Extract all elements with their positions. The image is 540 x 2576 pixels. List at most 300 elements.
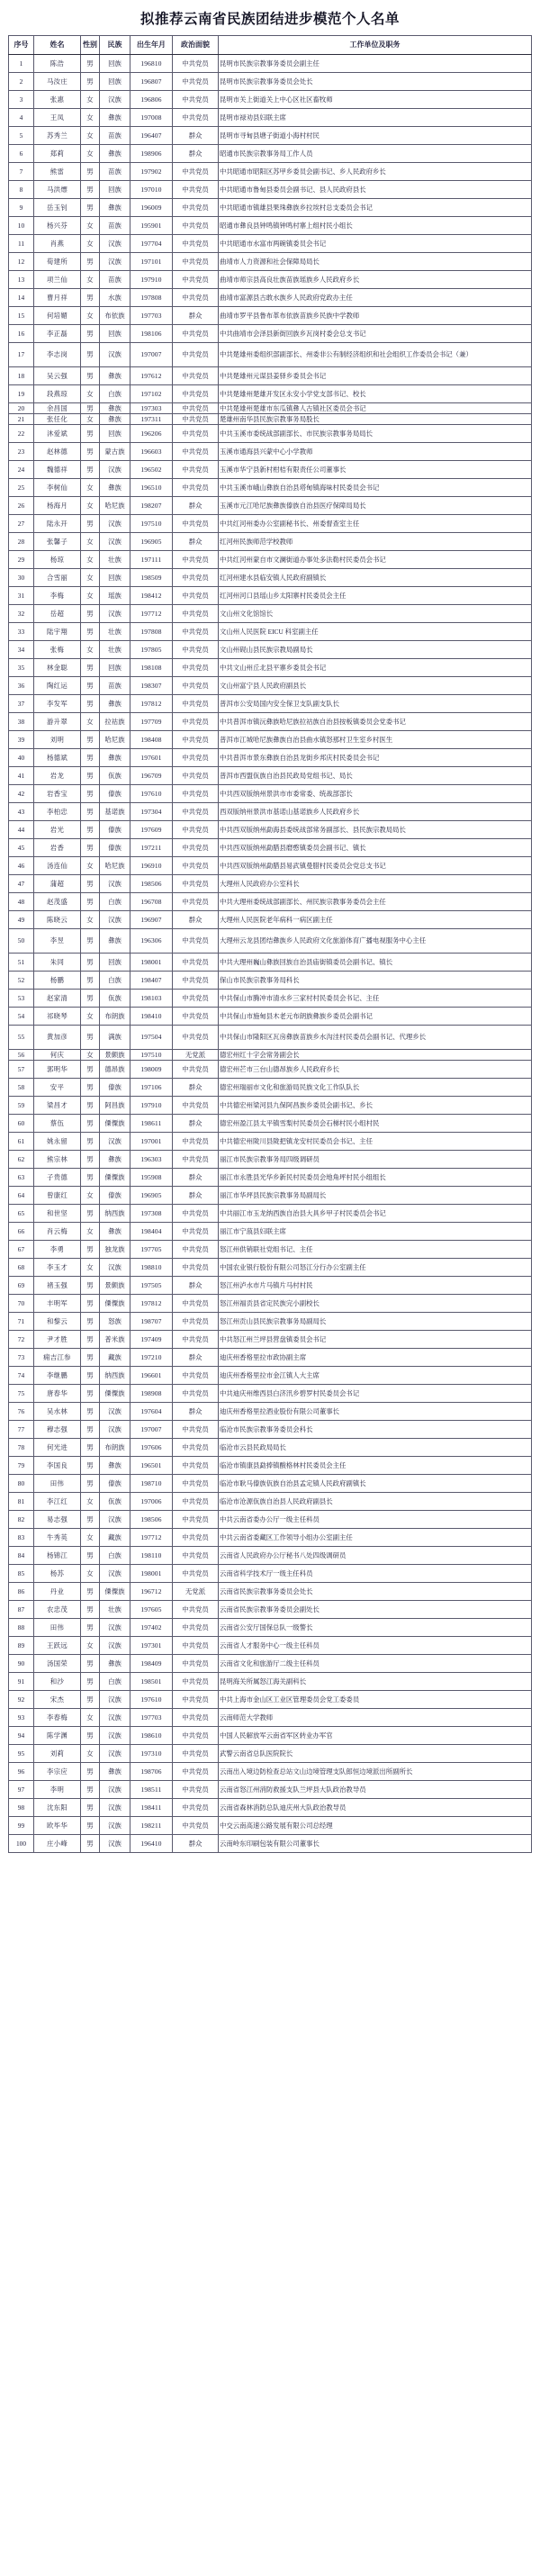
cell-political-status: 中共党员 <box>173 1763 219 1781</box>
cell-sequence: 29 <box>9 551 34 569</box>
table-row <box>9 1421 532 1439</box>
cell-political-status: 中共党员 <box>173 1097 219 1115</box>
cell-political-status: 中共党员 <box>173 443 219 461</box>
cell-name: 和沙 <box>34 1673 81 1691</box>
cell-birth-date: 197812 <box>130 695 173 713</box>
cell-political-status: 中共党员 <box>173 1223 219 1241</box>
cell-political-status: 中共党员 <box>173 749 219 767</box>
cell-ethnicity: 彝族 <box>100 1457 130 1475</box>
cell-sequence: 77 <box>9 1421 34 1439</box>
cell-name: 杨海月 <box>34 497 81 515</box>
cell-gender: 男 <box>81 1026 100 1050</box>
cell-work-position: 中共上海市金山区工业区管理委员会党工委委员 <box>219 1691 532 1709</box>
cell-political-status: 中共党员 <box>173 1313 219 1331</box>
cell-name: 杨德斌 <box>34 749 81 767</box>
cell-political-status: 中共党员 <box>173 954 219 972</box>
cell-political-status: 中共党员 <box>173 1799 219 1817</box>
table-row <box>9 1529 532 1547</box>
cell-gender: 男 <box>81 73 100 91</box>
cell-ethnicity: 彝族 <box>100 414 130 425</box>
table-row <box>9 1331 532 1349</box>
table-row <box>9 1115 532 1133</box>
table-row <box>9 497 532 515</box>
cell-work-position: 中共云南省委办公厅一级主任科员 <box>219 1511 532 1529</box>
cell-gender: 男 <box>81 1097 100 1115</box>
cell-ethnicity: 汉族 <box>100 533 130 551</box>
cell-name: 褚玉强 <box>34 1277 81 1295</box>
cell-political-status: 中共党员 <box>173 1493 219 1511</box>
cell-name: 田伟 <box>34 1475 81 1493</box>
cell-political-status: 中共党员 <box>173 163 219 181</box>
table-row <box>9 307 532 325</box>
cell-work-position: 中交云南高速公路发展有限公司总经理 <box>219 1817 532 1835</box>
cell-work-position: 武警云南省总队医院院长 <box>219 1745 532 1763</box>
cell-name: 肖云梅 <box>34 1223 81 1241</box>
cell-ethnicity: 傣族 <box>100 1187 130 1205</box>
cell-work-position: 临沧市沧源佤族自治县人民政府副县长 <box>219 1493 532 1511</box>
cell-work-position: 迪庆州香格里拉市政协副主席 <box>219 1349 532 1367</box>
cell-name: 曾康红 <box>34 1187 81 1205</box>
cell-birth-date: 196905 <box>130 533 173 551</box>
cell-name: 肖燕 <box>34 235 81 253</box>
table-row <box>9 443 532 461</box>
cell-ethnicity: 回族 <box>100 73 130 91</box>
cell-gender: 女 <box>81 569 100 587</box>
table-row <box>9 767 532 785</box>
cell-work-position: 中共楚雄州楚雄开发区永安小学党支部书记、校长 <box>219 385 532 403</box>
cell-birth-date: 198106 <box>130 325 173 343</box>
cell-work-position: 中共昭通市镇雄县果珠彝族乡拉埃村总支委员会书记 <box>219 199 532 217</box>
cell-work-position: 中共昭通市鲁甸县委员会副书记、县人民政府县长 <box>219 181 532 199</box>
cell-ethnicity: 汉族 <box>100 1709 130 1727</box>
table-row <box>9 839 532 857</box>
cell-gender: 男 <box>81 1385 100 1403</box>
cell-sequence: 70 <box>9 1295 34 1313</box>
table-row <box>9 515 532 533</box>
cell-political-status: 中共党员 <box>173 1529 219 1547</box>
cell-gender: 女 <box>81 713 100 731</box>
cell-birth-date: 196810 <box>130 55 173 73</box>
cell-sequence: 52 <box>9 972 34 990</box>
cell-gender: 女 <box>81 414 100 425</box>
cell-sequence: 23 <box>9 443 34 461</box>
cell-name: 余昌国 <box>34 403 81 414</box>
cell-work-position: 中共保山市腾冲市清水乡三家村村民委员会书记、主任 <box>219 990 532 1008</box>
table-row <box>9 713 532 731</box>
cell-work-position: 文山州富宁县人民政府副县长 <box>219 677 532 695</box>
table-row <box>9 414 532 425</box>
cell-ethnicity: 傣族 <box>100 1475 130 1493</box>
cell-political-status: 中共党员 <box>173 414 219 425</box>
cell-work-position: 中共大理州委统战部副部长、州民族宗教事务委员会主任 <box>219 893 532 911</box>
cell-gender: 男 <box>81 659 100 677</box>
cell-work-position: 中共昭通市昭阳区苏甲乡委员会副书记、乡人民政府乡长 <box>219 163 532 181</box>
table-row <box>9 1493 532 1511</box>
cell-birth-date: 197703 <box>130 307 173 325</box>
cell-work-position: 昭通市彝良县钟鸣镇钟鸣村寨上组村民小组长 <box>219 217 532 235</box>
cell-sequence: 31 <box>9 587 34 605</box>
cell-ethnicity: 汉族 <box>100 1619 130 1637</box>
cell-political-status: 无党派 <box>173 1050 219 1061</box>
cell-birth-date: 197604 <box>130 1403 173 1421</box>
cell-ethnicity: 苗族 <box>100 163 130 181</box>
cell-political-status: 中共党员 <box>173 367 219 385</box>
cell-birth-date: 196708 <box>130 893 173 911</box>
cell-name: 李国良 <box>34 1457 81 1475</box>
table-row <box>9 821 532 839</box>
cell-political-status: 中共党员 <box>173 551 219 569</box>
cell-name: 吴云强 <box>34 367 81 385</box>
cell-sequence: 71 <box>9 1313 34 1331</box>
cell-sequence: 60 <box>9 1115 34 1133</box>
cell-name: 李志岗 <box>34 343 81 367</box>
cell-birth-date: 197007 <box>130 1421 173 1439</box>
cell-ethnicity: 傣族 <box>100 839 130 857</box>
cell-sequence: 56 <box>9 1050 34 1061</box>
cell-gender: 男 <box>81 515 100 533</box>
cell-birth-date: 198001 <box>130 954 173 972</box>
cell-birth-date: 197007 <box>130 343 173 367</box>
cell-sequence: 11 <box>9 235 34 253</box>
cell-gender: 女 <box>81 127 100 145</box>
cell-ethnicity: 汉族 <box>100 1403 130 1421</box>
cell-birth-date: 197705 <box>130 1241 173 1259</box>
cell-name: 熊雷 <box>34 163 81 181</box>
cell-gender: 男 <box>81 325 100 343</box>
table-row <box>9 587 532 605</box>
cell-sequence: 27 <box>9 515 34 533</box>
cell-name: 安平 <box>34 1079 81 1097</box>
table-row <box>9 990 532 1008</box>
cell-work-position: 昆明市民族宗教事务委员会处长 <box>219 73 532 91</box>
cell-work-position: 德宏州芒市三台山德昂族乡人民政府乡长 <box>219 1061 532 1079</box>
cell-political-status: 中共党员 <box>173 1781 219 1799</box>
cell-sequence: 55 <box>9 1026 34 1050</box>
cell-sequence: 48 <box>9 893 34 911</box>
cell-work-position: 中共西双版纳州勐腊县磨憨镇委员会副书记、镇长 <box>219 839 532 857</box>
cell-gender: 男 <box>81 289 100 307</box>
cell-ethnicity: 苗族 <box>100 127 130 145</box>
page-title: 拟推荐云南省民族团结进步模范个人名单 <box>140 12 400 27</box>
cell-name: 曹月祥 <box>34 289 81 307</box>
cell-sequence: 46 <box>9 857 34 875</box>
cell-political-status: 中共党员 <box>173 990 219 1008</box>
cell-work-position: 怒江州泸水市片马镇片马村村民 <box>219 1277 532 1295</box>
cell-gender: 男 <box>81 1619 100 1637</box>
cell-ethnicity: 水族 <box>100 289 130 307</box>
cell-political-status: 中共党员 <box>173 1637 219 1655</box>
cell-name: 魏德祥 <box>34 461 81 479</box>
table-row <box>9 1385 532 1403</box>
cell-gender: 男 <box>81 1691 100 1709</box>
cell-birth-date: 197211 <box>130 839 173 857</box>
cell-name: 刘莉 <box>34 1745 81 1763</box>
cell-political-status: 群众 <box>173 497 219 515</box>
cell-birth-date: 197709 <box>130 713 173 731</box>
cell-work-position: 中共丽江市玉龙纳西族自治县大具乡甲子村民委员会书记 <box>219 1205 532 1223</box>
cell-work-position: 昆明市关上街道关上中心区社区畜牧师 <box>219 91 532 109</box>
cell-political-status: 中共党员 <box>173 1691 219 1709</box>
cell-name: 张馨子 <box>34 533 81 551</box>
cell-gender: 男 <box>81 695 100 713</box>
table-row <box>9 1583 532 1601</box>
cell-political-status: 中共党员 <box>173 1601 219 1619</box>
cell-ethnicity: 汉族 <box>100 1745 130 1763</box>
cell-name: 陈学渊 <box>34 1727 81 1745</box>
cell-birth-date: 197610 <box>130 785 173 803</box>
cell-sequence: 47 <box>9 875 34 893</box>
table-row <box>9 785 532 803</box>
cell-ethnicity: 独龙族 <box>100 1241 130 1259</box>
cell-birth-date: 197402 <box>130 1619 173 1637</box>
cell-birth-date: 195901 <box>130 217 173 235</box>
cell-ethnicity: 布依族 <box>100 307 130 325</box>
cell-political-status: 中共党员 <box>173 972 219 990</box>
cell-ethnicity: 傈僳族 <box>100 1115 130 1133</box>
cell-political-status: 群众 <box>173 1079 219 1097</box>
cell-work-position: 怒江州贡山县民族宗教事务局副局长 <box>219 1313 532 1331</box>
cell-political-status: 中共党员 <box>173 875 219 893</box>
cell-birth-date: 197808 <box>130 289 173 307</box>
cell-name: 汤连仙 <box>34 857 81 875</box>
cell-birth-date: 197609 <box>130 821 173 839</box>
cell-work-position: 昆明市民族宗教事务委员会副主任 <box>219 55 532 73</box>
cell-work-position: 中共楚雄州委组织部副部长、州委非公有制经济组织和社会组织工作委员会书记（兼） <box>219 343 532 367</box>
cell-sequence: 65 <box>9 1205 34 1223</box>
cell-gender: 男 <box>81 803 100 821</box>
cell-gender: 女 <box>81 1008 100 1026</box>
table-row <box>9 145 532 163</box>
cell-work-position: 曲靖市师宗县高良壮族苗族瑶族乡人民政府乡长 <box>219 271 532 289</box>
table-row <box>9 954 532 972</box>
cell-work-position: 中共西双版纳州勐腊县易武镇曼腊村民委员会党总支书记 <box>219 857 532 875</box>
table-row <box>9 1727 532 1745</box>
cell-name: 牛秀英 <box>34 1529 81 1547</box>
cell-political-status: 群众 <box>173 1835 219 1853</box>
cell-gender: 男 <box>81 1601 100 1619</box>
cell-work-position: 红河州河口县瑶山乡太阳寨村民委员会主任 <box>219 587 532 605</box>
cell-sequence: 97 <box>9 1781 34 1799</box>
cell-work-position: 云南省民族宗教事务委员会处长 <box>219 1583 532 1601</box>
cell-ethnicity: 白族 <box>100 893 130 911</box>
cell-name: 岳玉钊 <box>34 199 81 217</box>
cell-name: 和黎云 <box>34 1313 81 1331</box>
cell-name: 黄加彦 <box>34 1026 81 1050</box>
table-row <box>9 857 532 875</box>
cell-name: 唐春华 <box>34 1385 81 1403</box>
cell-gender: 男 <box>81 461 100 479</box>
table-row <box>9 1457 532 1475</box>
cell-political-status: 中共党员 <box>173 109 219 127</box>
cell-work-position: 德宏州红十字会常务副会长 <box>219 1050 532 1061</box>
cell-work-position: 中共普洱市镇沅彝族哈尼族拉祜族自治县按板镇委员会党委书记 <box>219 713 532 731</box>
cell-gender: 男 <box>81 1313 100 1331</box>
cell-ethnicity: 苗族 <box>100 271 130 289</box>
cell-work-position: 丽江市民族宗教事务局四级调研员 <box>219 1151 532 1169</box>
cell-political-status: 中共党员 <box>173 1547 219 1565</box>
cell-sequence: 17 <box>9 343 34 367</box>
cell-political-status: 中共党员 <box>173 515 219 533</box>
cell-sequence: 38 <box>9 713 34 731</box>
cell-sequence: 83 <box>9 1529 34 1547</box>
table-row <box>9 1277 532 1295</box>
cell-gender: 女 <box>81 533 100 551</box>
cell-work-position: 曲靖市富源县古敢水族乡人民政府党政办主任 <box>219 289 532 307</box>
cell-sequence: 53 <box>9 990 34 1008</box>
cell-gender: 男 <box>81 1727 100 1745</box>
table-row <box>9 73 532 91</box>
cell-ethnicity: 汉族 <box>100 1565 130 1583</box>
cell-gender: 女 <box>81 1187 100 1205</box>
cell-work-position: 丽江市永胜县光华乡新民村民委员会地角坪村民小组组长 <box>219 1169 532 1187</box>
cell-birth-date: 197805 <box>130 641 173 659</box>
cell-sequence: 51 <box>9 954 34 972</box>
cell-sequence: 68 <box>9 1259 34 1277</box>
cell-political-status: 中共党员 <box>173 1008 219 1026</box>
cell-name: 杨兴芬 <box>34 217 81 235</box>
cell-ethnicity: 苗族 <box>100 677 130 695</box>
table-row <box>9 235 532 253</box>
cell-gender: 男 <box>81 181 100 199</box>
cell-birth-date: 197601 <box>130 749 173 767</box>
table-body <box>9 55 532 1853</box>
cell-political-status: 中共党员 <box>173 1655 219 1673</box>
cell-ethnicity: 回族 <box>100 425 130 443</box>
cell-political-status: 中共党员 <box>173 1475 219 1493</box>
cell-gender: 男 <box>81 1169 100 1187</box>
cell-gender: 男 <box>81 163 100 181</box>
cell-gender: 男 <box>81 199 100 217</box>
cell-name: 子贵德 <box>34 1169 81 1187</box>
cell-sequence: 34 <box>9 641 34 659</box>
cell-ethnicity: 汉族 <box>100 1691 130 1709</box>
cell-name: 痈吉江参 <box>34 1349 81 1367</box>
cell-name: 杨锦江 <box>34 1547 81 1565</box>
cell-birth-date: 197704 <box>130 235 173 253</box>
cell-work-position: 云南省怒江州消防救援支队兰坪县大队政治教导员 <box>219 1781 532 1799</box>
cell-political-status: 群众 <box>173 307 219 325</box>
table-row <box>9 1241 532 1259</box>
cell-political-status: 中共党员 <box>173 217 219 235</box>
cell-sequence: 50 <box>9 929 34 954</box>
table-row <box>9 1169 532 1187</box>
cell-gender: 男 <box>81 990 100 1008</box>
cell-ethnicity: 满族 <box>100 1026 130 1050</box>
cell-name: 何庆 <box>34 1050 81 1061</box>
table-row <box>9 253 532 271</box>
cell-birth-date: 196905 <box>130 1187 173 1205</box>
column-header-name: 姓名 <box>34 36 81 55</box>
cell-work-position: 昭通市民族宗教事务局工作人员 <box>219 145 532 163</box>
cell-sequence: 21 <box>9 414 34 425</box>
cell-ethnicity: 普米族 <box>100 1331 130 1349</box>
cell-work-position: 大理州云龙县团结彝族乡人民政府文化旅游体育广播电视服务中心主任 <box>219 929 532 954</box>
cell-sequence: 88 <box>9 1619 34 1637</box>
cell-political-status: 中共党员 <box>173 253 219 271</box>
cell-gender: 女 <box>81 145 100 163</box>
cell-gender: 男 <box>81 1781 100 1799</box>
cell-name: 林金聪 <box>34 659 81 677</box>
cell-work-position: 中共大理州巍山彝族回族自治县庙街镇委员会副书记、镇长 <box>219 954 532 972</box>
cell-sequence: 41 <box>9 767 34 785</box>
cell-ethnicity: 汉族 <box>100 515 130 533</box>
cell-work-position: 中共文山州丘北县平寨乡委员会书记 <box>219 659 532 677</box>
cell-sequence: 10 <box>9 217 34 235</box>
cell-ethnicity: 彝族 <box>100 1151 130 1169</box>
cell-work-position: 中共普洱市景东彝族自治县龙街乡邦庆村民委员会书记 <box>219 749 532 767</box>
cell-work-position: 昆明市禄劝县妇联主席 <box>219 109 532 127</box>
cell-sequence: 16 <box>9 325 34 343</box>
table-row <box>9 55 532 73</box>
table-row <box>9 289 532 307</box>
cell-work-position: 红河州建水县临安镇人民政府副镇长 <box>219 569 532 587</box>
cell-political-status: 中共党员 <box>173 479 219 497</box>
cell-political-status: 中共党员 <box>173 1421 219 1439</box>
cell-work-position: 德宏州瑞丽市文化和旅游局民族文化工作队队长 <box>219 1079 532 1097</box>
cell-sequence: 92 <box>9 1691 34 1709</box>
cell-ethnicity: 彝族 <box>100 145 130 163</box>
cell-birth-date: 198511 <box>130 1781 173 1799</box>
table-row <box>9 1709 532 1727</box>
cell-sequence: 4 <box>9 109 34 127</box>
cell-work-position: 曲靖市罗平县鲁布革布依族苗族乡民族中学教师 <box>219 307 532 325</box>
cell-work-position: 德宏州盈江县太平镇雪梨村民委员会石梯村民小组村民 <box>219 1115 532 1133</box>
cell-sequence: 67 <box>9 1241 34 1259</box>
cell-birth-date: 197610 <box>130 1691 173 1709</box>
column-header-birth-date: 出生年月 <box>130 36 173 55</box>
cell-birth-date: 197605 <box>130 1601 173 1619</box>
cell-gender: 男 <box>81 403 100 414</box>
cell-sequence: 36 <box>9 677 34 695</box>
cell-gender: 男 <box>81 1673 100 1691</box>
cell-gender: 男 <box>81 839 100 857</box>
table-row <box>9 1745 532 1763</box>
table-row <box>9 659 532 677</box>
cell-ethnicity: 傣族 <box>100 1079 130 1097</box>
cell-political-status: 中共党员 <box>173 767 219 785</box>
cell-ethnicity: 佤族 <box>100 1493 130 1511</box>
cell-gender: 男 <box>81 1547 100 1565</box>
cell-ethnicity: 彝族 <box>100 367 130 385</box>
cell-name: 张梅 <box>34 641 81 659</box>
cell-work-position: 临沧市民族宗教事务委员会科长 <box>219 1421 532 1439</box>
cell-name: 农忠茂 <box>34 1601 81 1619</box>
cell-gender: 女 <box>81 587 100 605</box>
cell-sequence: 95 <box>9 1745 34 1763</box>
cell-sequence: 74 <box>9 1367 34 1385</box>
cell-work-position: 红河州民族师范学校教师 <box>219 533 532 551</box>
cell-ethnicity: 彝族 <box>100 1763 130 1781</box>
cell-political-status: 中共党员 <box>173 1385 219 1403</box>
cell-gender: 女 <box>81 109 100 127</box>
cell-name: 李发军 <box>34 695 81 713</box>
cell-birth-date: 197712 <box>130 605 173 623</box>
cell-gender: 男 <box>81 623 100 641</box>
cell-work-position: 曲靖市人力资源和社会保障局局长 <box>219 253 532 271</box>
cell-work-position: 云南省民族宗教事务委员会副处长 <box>219 1601 532 1619</box>
cell-birth-date: 196910 <box>130 857 173 875</box>
cell-political-status: 中共党员 <box>173 1709 219 1727</box>
cell-ethnicity: 傣族 <box>100 821 130 839</box>
cell-gender: 男 <box>81 1331 100 1349</box>
cell-political-status: 群众 <box>173 1277 219 1295</box>
cell-birth-date: 197311 <box>130 414 173 425</box>
cell-birth-date: 198404 <box>130 1223 173 1241</box>
cell-sequence: 93 <box>9 1709 34 1727</box>
cell-political-status: 群众 <box>173 1187 219 1205</box>
cell-sequence: 6 <box>9 145 34 163</box>
cell-ethnicity: 德昂族 <box>100 1061 130 1079</box>
